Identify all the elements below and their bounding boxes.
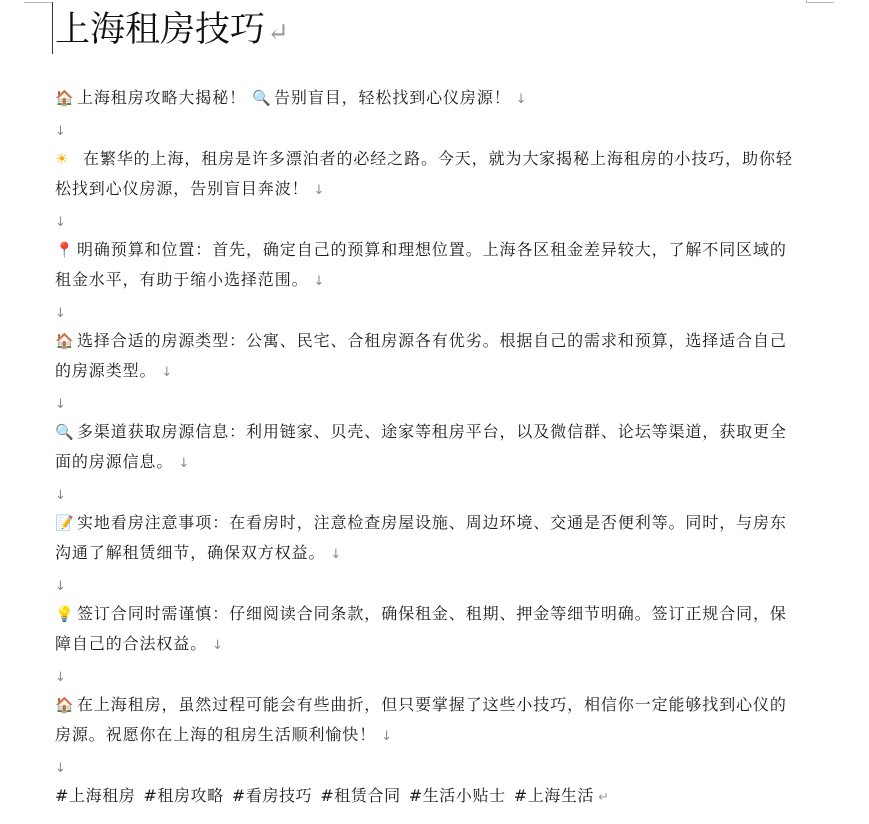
paragraph[interactable] [55, 83, 800, 115]
empty-line[interactable] [55, 206, 800, 235]
paragraph-text: 在上海租房，虽然过程可能会有些曲折，但只要掌握了这些小技巧，相信你一定能够找到心仪的房源。祝愿你在上海的租房生活顺利愉快！ [55, 694, 787, 744]
paragraph-text: 告别盲目，轻松找到心仪房源！ [274, 88, 511, 107]
hashtag: #看房技巧 [231, 785, 313, 805]
house-icon: 🏠 [55, 695, 75, 714]
line-break-mark: ↓ [55, 669, 66, 685]
document-body[interactable] [55, 0, 800, 813]
line-break-mark: ↓ [55, 123, 66, 139]
line-break-mark: ↓ [515, 92, 528, 107]
line-break-mark: ↓ [313, 183, 326, 198]
hashtag: #上海租房 [55, 785, 136, 805]
paragraph-mark: ↵ [598, 789, 610, 805]
house-icon: 🏠 [55, 89, 75, 107]
memo-icon: 📝 [55, 513, 75, 532]
empty-line[interactable] [55, 570, 800, 599]
hashtag: #租赁合同 [320, 785, 401, 805]
paragraph-text: 明确预算和位置：首先，确定自己的预算和理想位置。上海各区租金差异较大，了解不同区域的租金水平，有助于缩小选择范围。 [55, 239, 787, 289]
paragraph[interactable] [55, 599, 800, 661]
magnifier-icon: 🔍 [252, 89, 272, 107]
empty-line[interactable] [55, 115, 800, 144]
document-title-text: 上海租房技巧 [55, 10, 266, 50]
paragraph[interactable] [55, 326, 800, 388]
line-break-mark: ↓ [55, 214, 66, 230]
line-break-mark: ↓ [55, 578, 66, 594]
line-break-mark: ↓ [381, 729, 393, 744]
empty-line[interactable] [55, 661, 800, 690]
text-cursor [52, 2, 53, 54]
lightbulb-icon: 💡 [55, 604, 75, 623]
line-break-mark: ↓ [161, 365, 174, 380]
empty-line[interactable] [55, 752, 800, 781]
paragraph[interactable] [55, 235, 800, 297]
paragraph[interactable] [55, 144, 800, 206]
paragraph-text: 选择合适的房源类型：公寓、民宅、合租房源各有优劣。根据自己的需求和预算，选择适合自己的房源类型。 [55, 330, 787, 380]
page-corner-mark-top-left [24, 2, 52, 4]
line-break-mark: ↓ [55, 396, 66, 412]
paragraph[interactable] [55, 508, 800, 570]
line-break-mark: ↓ [55, 305, 66, 321]
page-corner-mark-top-right [806, 2, 834, 4]
line-break-mark: ↓ [55, 487, 66, 503]
line-break-mark: ↓ [178, 456, 191, 471]
empty-line[interactable] [55, 479, 800, 508]
paragraph-text: 上海租房攻略大揭秘！ [77, 88, 247, 107]
line-break-mark: ↓ [330, 547, 343, 562]
document-paragraphs[interactable] [55, 83, 800, 781]
sun-icon: ☀ [55, 149, 70, 168]
house-icon: 🏠 [55, 331, 75, 350]
hashtag: #租房攻略 [143, 785, 224, 805]
paragraph-mark: ↵ [267, 18, 289, 48]
page-corner-mark-top-right-tick [806, 0, 807, 3]
paragraph[interactable] [55, 690, 800, 752]
line-break-mark: ↓ [313, 274, 326, 289]
paragraph-text: 签订合同时需谨慎：仔细阅读合同条款，确保租金、租期、押金等细节明确。签订正规合同，保障自己的合法权益。 [55, 603, 787, 653]
paragraph-text: 在繁华的上海，租房是许多漂泊者的必经之路。今天，就为大家揭秘上海租房的小技巧，助你轻松找到心仪房源，告别盲目奔波！ [55, 148, 793, 198]
line-break-mark: ↓ [55, 760, 66, 776]
hashtag: #上海生活 [513, 785, 595, 805]
hashtag-line[interactable] [55, 781, 800, 813]
paragraph-text: 多渠道获取房源信息：利用链家、贝壳、途家等租房平台，以及微信群、论坛等渠道，获取更全面的房源信息。 [55, 421, 787, 471]
paragraph[interactable] [55, 417, 800, 479]
line-break-mark: ↓ [212, 638, 224, 653]
document-title[interactable] [55, 8, 800, 55]
pin-icon: 📍 [55, 240, 75, 259]
empty-line[interactable] [55, 388, 800, 417]
hashtag: #生活小贴士 [408, 785, 506, 805]
paragraph-text: 实地看房注意事项：在看房时，注意检查房屋设施、周边环境、交通是否便利等。同时，与房东沟通了解租赁细节，确保双方权益。 [55, 512, 787, 562]
empty-line[interactable] [55, 297, 800, 326]
magnifier-icon: 🔍 [55, 422, 75, 441]
